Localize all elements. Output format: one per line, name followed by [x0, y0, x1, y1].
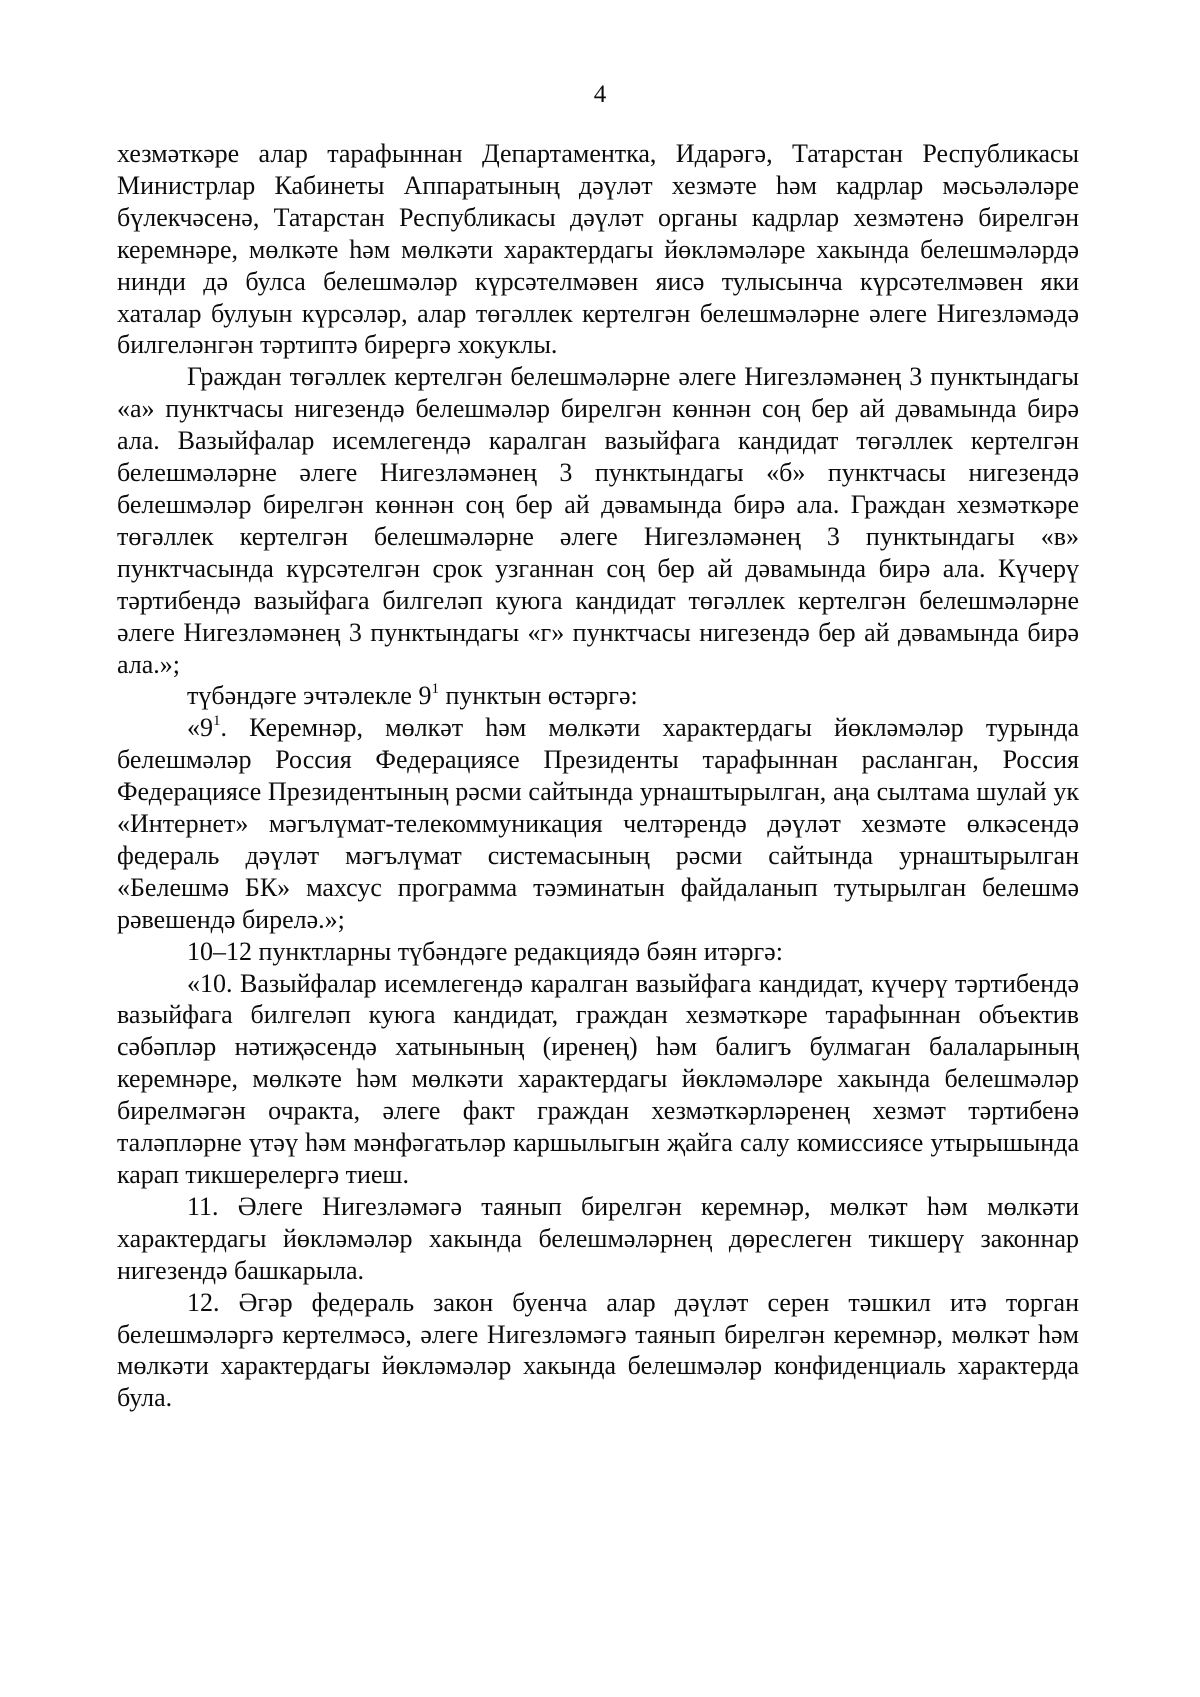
paragraph-4 [117, 712, 1079, 935]
paragraph-1: хезмәткәре алар тарафыннан Департаментка, Идарәгә, Татарстан Республикасы Министрлар Кабинеты Аппаратының дәүләт хезмәте һәм кадрлар мәсьәләләре бүлекчәсенә, Татарстан Республикасы дәүләт органы кадрлар хезмәтенә бирелгән керемнәре, мөлкәте һәм мөлкәти характердагы йөкләмәләре хакында белешмәләрдә нинди дә булса белешмәләр күрсәтелмәвен яисә тулысынча күрсәтелмәвен яки хаталар булуын күрсәләр, алар төгәллек кертелгән белешмәләрне әлеге Нигезләмәдә билгеләнгән тәртиптә бирергә хокуклы. [117, 139, 1079, 360]
paragraph-6: «10. Вазыйфалар исемлегендә каралган вазыйфага кандидат, күчерү тәртибендә вазыйфага билгеләп куюга кандидат, граждан хезмәткәре тарафыннан объектив сәбәпләр нәтиҗәсендә хатынының (иренең) һәм балигъ булмаган балаларының керемнәре, мөлкәте һәм мөлкәти характердагы йөкләмәләре хакында белешмәләр бирелмәгән очракта, әлеге факт граждан хезмәткәрләренең хезмәт тәртибенә таләпләрне үтәү һәм мәнфәгатьләр каршылыгын җайга салу комиссиясе утырышында карап тикшерелергә тиеш. [117, 968, 1079, 1189]
paragraph-7: 11. Әлеге Нигезләмәгә таянып бирелгән керемнәр, мөлкәт һәм мөлкәти характердагы йөкләмәләр хакында белешмәләрнең дөреслеген тикшерү законнар нигезендә башкарыла. [117, 1191, 1079, 1285]
document-body [117, 138, 1079, 1414]
paragraph-4-text-after: . Керемнәр, мөлкәт һәм мөлкәти характердагы йөкләмәләр турында белешмәләр Россия Федерациясе Президенты тарафыннан расланган, Россия Федерациясе Президентының рәсми сайтында урнаштырылган, аңа сылтама шулай ук «Интернет» мәгълүмат-телекоммуникация челтәрендә дәүләт хезмәте өлкәсендә федераль дәүләт мәгълүмат системасының рәсми сайтында урнаштырылган «Белешмә БК» махсус программа тәэминатын файдаланып тутырылган белешмә рәвешендә бирелә.»; [117, 713, 1079, 934]
paragraph-3-text-before: түбәндәге эчтәлекле 9 [187, 681, 432, 711]
paragraph-3-text-after: пунктын өстәргә: [438, 681, 638, 711]
superscript-1: 1 [431, 681, 439, 698]
paragraph-4-text-before: «9 [187, 713, 213, 743]
paragraph-8: 12. Әгәр федераль закон буенча алар дәүләт серен тәшкил итә торган белешмәләргә кертелмәсә, әлеге Нигезләмәгә таянып бирелгән керемнәр, мөлкәт һәм мөлкәти характердагы йөкләмәләр хакында белешмәләр конфиденциаль характерда була. [117, 1287, 1079, 1413]
paragraph-5: 10–12 пунктларны түбәндәге редакциядә бәян итәргә: [187, 936, 783, 966]
paragraph-3 [117, 680, 1079, 712]
superscript-1: 1 [213, 713, 221, 730]
page-number: 4 [593, 81, 607, 108]
paragraph-2: Граждан төгәллек кертелгән белешмәләрне әлеге Нигезләмәнең 3 пунктындагы «а» пунктчасы нигезендә белешмәләр бирелгән көннән соң бер ай дәвамында бирә ала. Вазыйфалар исемлегендә каралган вазыйфага кандидат төгәллек кертелгән белешмәләрне әлеге Нигезләмәнең 3 пунктындагы «б» пунктчасы нигезендә белешмәләр бирелгән көннән соң бер ай дәвамында бирә ала. Граждан хезмәткәре төгәллек кертелгән белешмәләрне әлеге Нигезләмәнең 3 пунктындагы «в» пунктчасында күрсәтелгән срок узганнан соң бер ай дәвамында бирә ала. Күчерү тәртибендә вазыйфага билгеләп куюга кандидат төгәллек кертелгән белешмәләрне әлеге Нигезләмәнең 3 пунктындагы «г» пунктчасы нигезендә бер ай дәвамында бирә ала.»; [117, 362, 1079, 679]
